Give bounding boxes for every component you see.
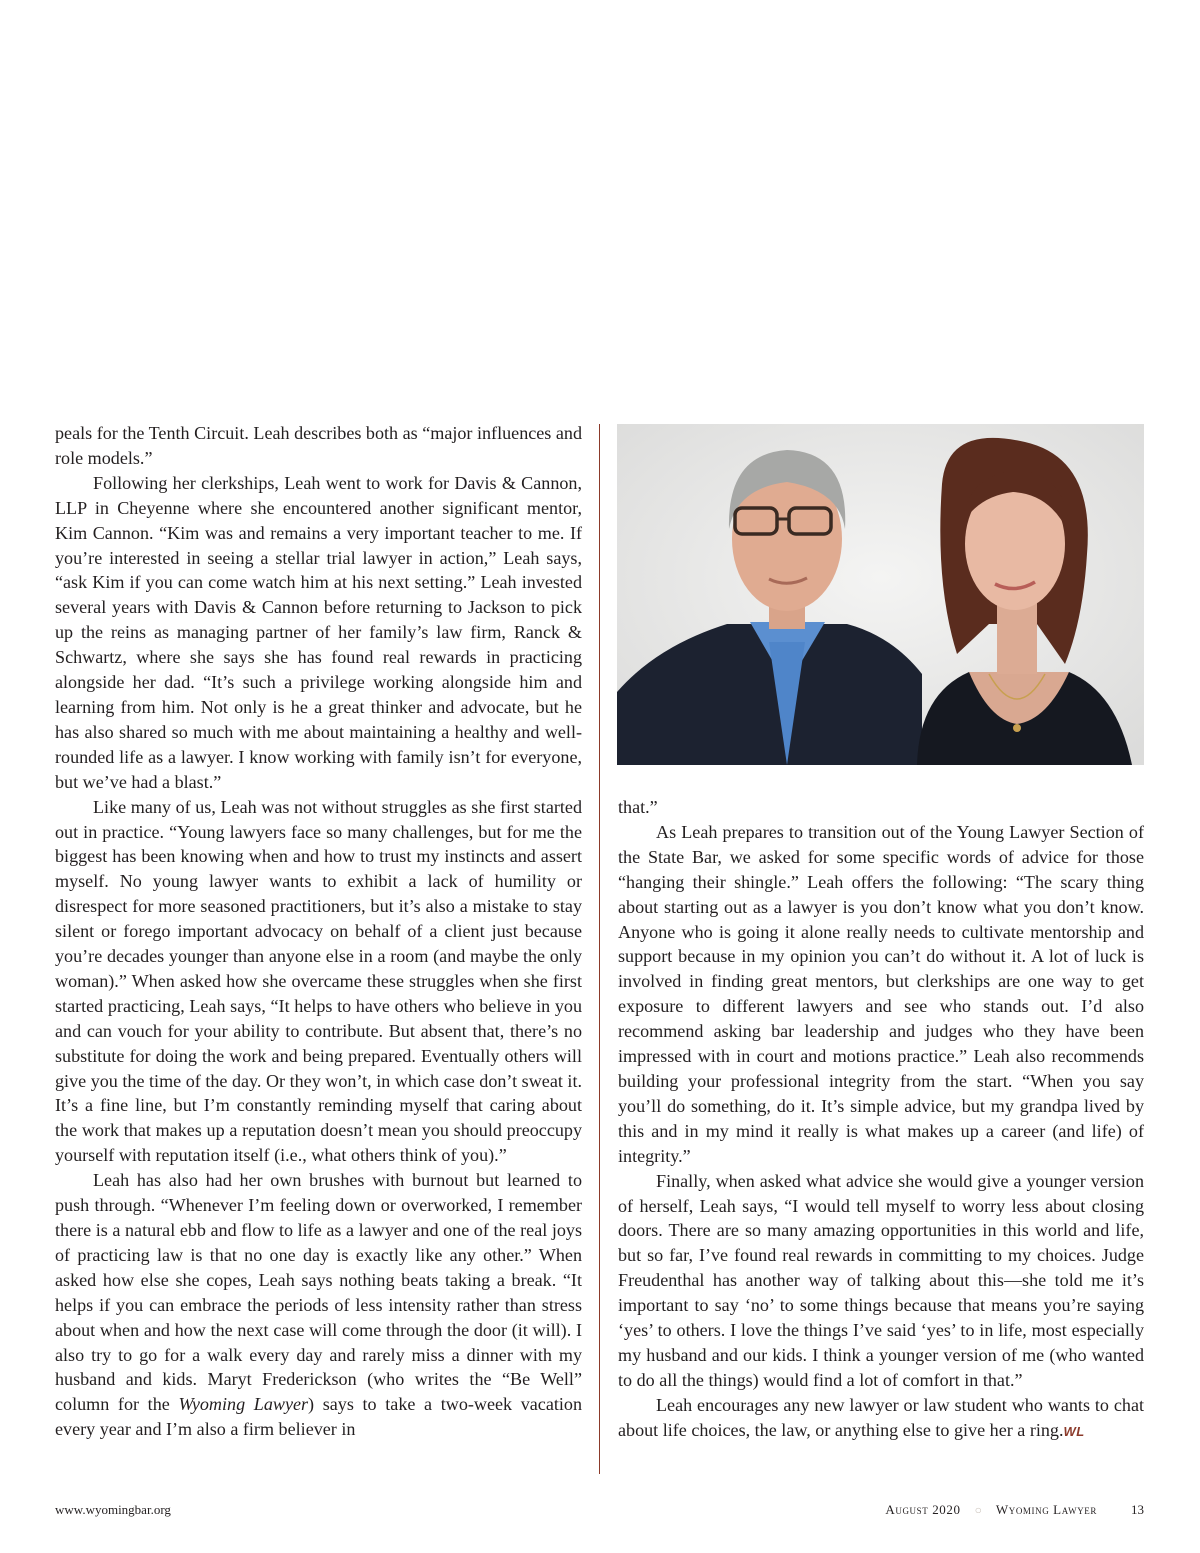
publication-name: Wyoming Lawyer (178, 1394, 309, 1415)
column-divider (599, 424, 600, 1474)
closing-text: Leah encourages any new lawyer or law student who wants to chat about life choices, the law, or anything else to give her a ring. (618, 1394, 1144, 1440)
paragraph-advice: As Leah prepares to transition out of the Young Lawyer Section of the State Bar, we asked for some specific words of advice for those “hanging their shingle.” Leah offers the following: “The scary thing about starting out as a lawyer is you don’t know what you don’t know. Anyone who is going it alone really needs to cultivate mentorship and support because in my opinion you can’t do without it. A lot of luck is involved in finding great mentors, but clerkships are one way to get exposure to different lawyers and see who stands out. I’d also recommend asking bar leadership and judges who they have been impressed with in court and motions practice.” Leah also recommends building your professional integrity from the start. “When you say you’ll do something, do it. It’s simple advice, but my grandpa lived by this and in my mind it really is what makes up a career (and life) of integrity.” (618, 821, 1144, 1166)
footer-publication: Wyoming Lawyer (995, 1502, 1097, 1517)
paragraph-younger-self: Finally, when asked what advice she would give a younger version of herself, Leah says, “I would tell myself to worry less about closing doors. There are so many amazing opportunities in this world and life, but so far, I’ve found real rewards in committing to my choices. Judge Freudenthal has another way of talking about this—she told me it’s important to say ‘no’ to some things because that means you’re saying ‘yes’ to others. I love the things I’ve said ‘yes’ to in life, most especially my husband and our kids. I think a younger version of me (who wanted to do all the things) would find a lot of comfort in that.” (618, 1170, 1144, 1390)
paragraph-struggles: Like many of us, Leah was not without struggles as she first started out in practice. “Young lawyers face so many challenges, but for me the biggest has been knowing when and how to trust my instincts and assert myself. No young lawyer wants to exhibit a lack of humility or disrespect for more seasoned practitioners, but it’s also a mistake to stay silent or forego important advocacy on behalf of a client just because you’re decades younger than anyone else in a room (and maybe the only woman).” When asked how she overcame these struggles when she first started practicing, Leah says, “It helps to have others who believe in you and can vouch for your ability to contribute. But absent that, there’s no substitute for doing the work and being prepared. Eventually others will give you the time of the day. Or they won’t, in which case don’t sweat it. It’s a fine line, but I’m constantly reminding myself that caring about the work that makes up a reputation doesn’t mean you should preoccupy yourself with reputation itself (i.e., what others think of you).” (55, 796, 582, 1166)
page-number: 13 (1131, 1502, 1144, 1517)
paragraph-that: that.” (618, 797, 658, 817)
footer-url: www.wyomingbar.org (55, 1502, 171, 1517)
paragraph-clerkship-end: peals for the Tenth Circuit. Leah describes both as “major influences and role models.” (55, 423, 582, 468)
right-column (618, 795, 1144, 1445)
footer-issue-info (885, 1502, 1144, 1518)
paragraph-closing (618, 1393, 1144, 1445)
portrait-photo (617, 424, 1144, 765)
burnout-text-part1: Leah has also had her own brushes with burnout but learned to push through. “Whenever I’m feeling down or overworked, I remember there is a natural ebb and flow to life as a lawyer and one of the real joys of practicing law is that no one day is exactly like any other.” When asked how else she copes, Leah says nothing beats taking a break. “It helps if you can embrace the periods of less intensity rather than stress about when and how the next case will come through the door (it will). I also try to go for a walk every day and rarely miss a dinner with my husband and kids. Maryt Frederickson (who writes the “Be Well” column for the (55, 1170, 582, 1415)
burnout-text-part2: ) says to take a two-week vacation every year and I’m also a firm believer in (55, 1394, 583, 1440)
footer-separator-icon: ○ (974, 1502, 982, 1517)
left-column (55, 421, 582, 1442)
paragraph-burnout (55, 1168, 582, 1442)
footer-issue-date: August 2020 (885, 1502, 961, 1517)
wl-end-mark: WL (1063, 1423, 1085, 1439)
paragraph-davis-cannon: Following her clerkships, Leah went to work for Davis & Cannon, LLP in Cheyenne where she encountered another significant mentor, Kim Cannon. “Kim was and remains a very important teacher to me. If you’re interested in seeing a stellar trial lawyer in action,” Leah says, “ask Kim if you can come watch him at his next setting.” Leah invested several years with Davis & Cannon before returning to Jackson to pick up the reins as managing partner of her family’s law firm, Ranck & Schwartz, where she says she has found real rewards in practicing alongside her dad. “It’s such a privilege working alongside him and learning from him. Not only is he a great thinker and advocate, but he has also shared so much with me about maintaining a healthy and well-rounded life as a lawyer. I know working with family isn’t for everyone, but we’ve had a blast.” (55, 472, 582, 792)
